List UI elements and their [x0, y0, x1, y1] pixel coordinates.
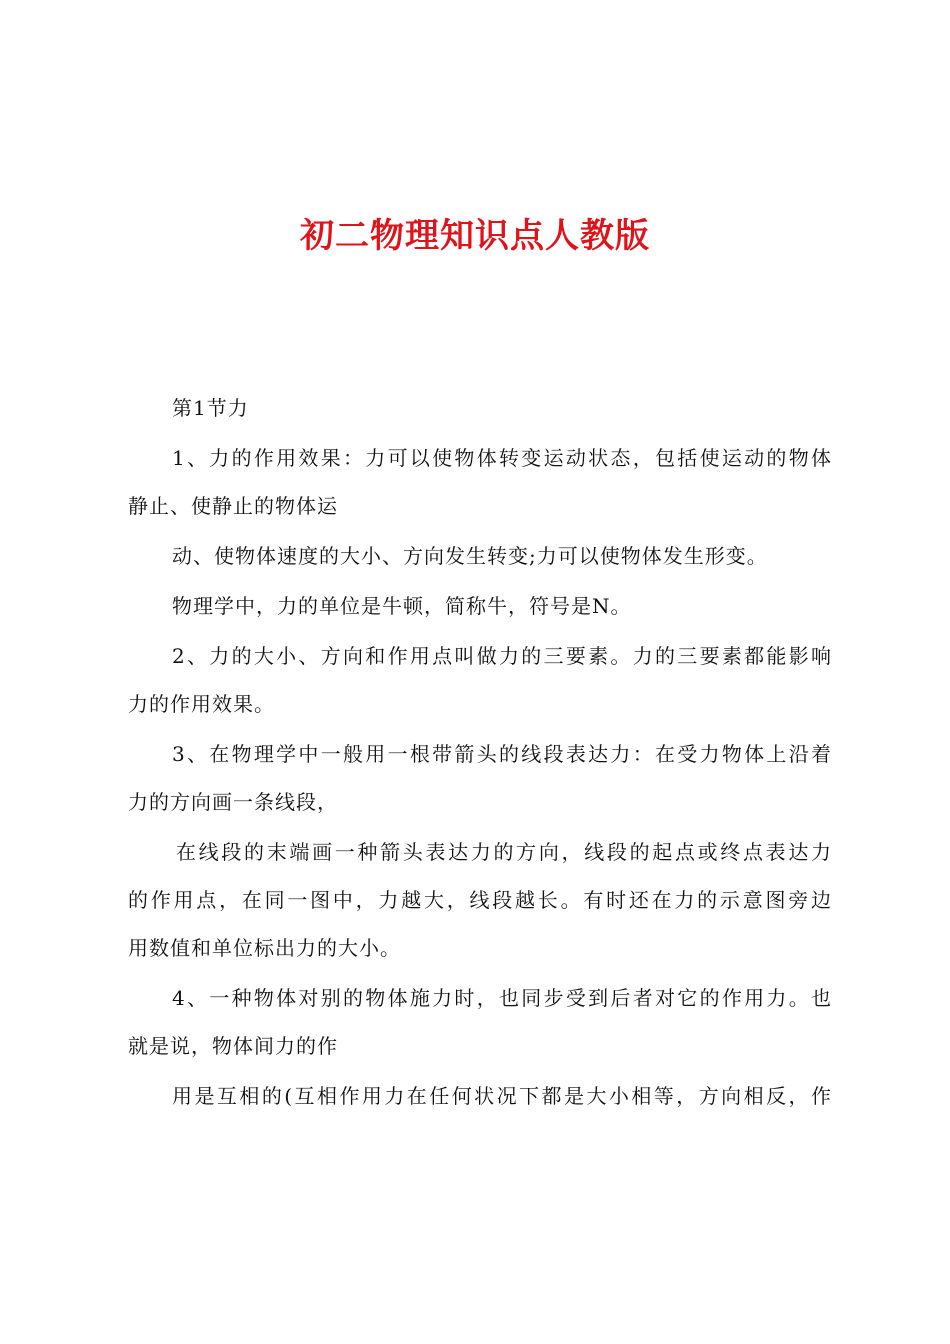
paragraph-line: 动、使物体速度的大小、方向发生转变;力可以使物体发生形变。: [172, 544, 768, 568]
paragraph-line: 力的方向画一条线段，: [128, 790, 338, 814]
paragraph-line: 1、力的作用效果：力可以使物体转变运动状态，包括使运动的物体: [172, 446, 832, 470]
paragraph-line: 3、在物理学中一般用一根带箭头的线段表达力：在受力物体上沿着: [172, 742, 832, 766]
paragraph-line: 力的作用效果。: [128, 692, 275, 716]
paragraph-line: 用数值和单位标出力的大小。: [128, 936, 401, 960]
paragraph-line: 就是说，物体间力的作: [128, 1034, 338, 1058]
document-body: [128, 396, 832, 1108]
paragraph-line: 用是互相的(互相作用力在任何状况下都是大小相等，方向相反，作: [172, 1084, 832, 1108]
paragraph-line: 2、力的大小、方向和作用点叫做力的三要素。力的三要素都能影响: [172, 644, 832, 668]
document-title: 初二物理知识点人教版: [300, 216, 650, 256]
paragraph-line: 在线段的末端画一种箭头表达力的方向，线段的起点或终点表达力: [176, 840, 832, 864]
paragraph-line: 静止、使静止的物体运: [128, 494, 338, 518]
paragraph-line: 物理学中，力的单位是牛顿，简称牛，符号是N。: [172, 594, 632, 618]
paragraph-line: 的作用点，在同一图中，力越大，线段越长。有时还在力的示意图旁边: [128, 888, 832, 912]
section-heading: 第1节力: [172, 396, 249, 420]
paragraph-line: 4、一种物体对别的物体施力时，也同步受到后者对它的作用力。也: [172, 986, 832, 1010]
